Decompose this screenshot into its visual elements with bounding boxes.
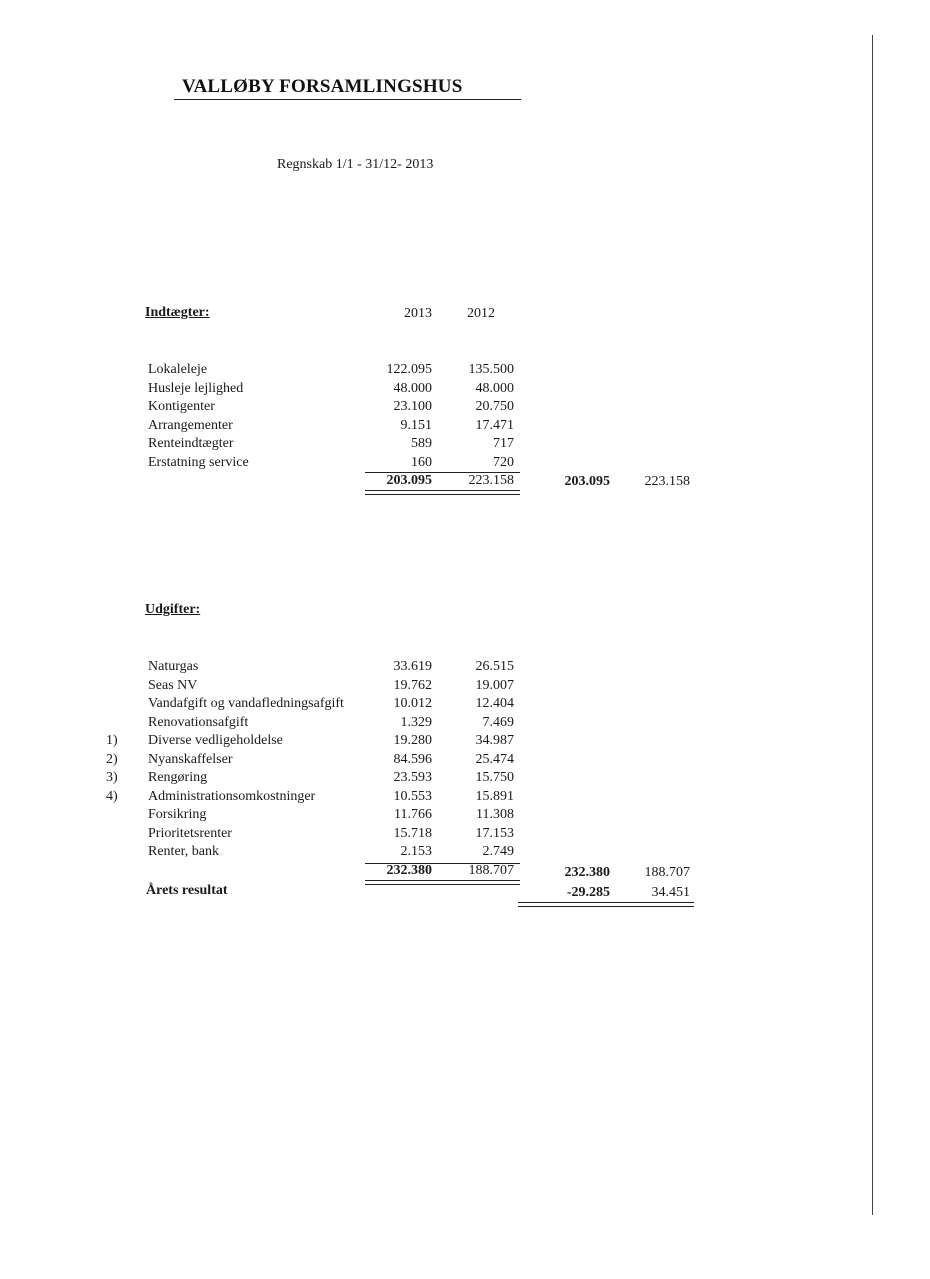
expenses-summary-2012: 188.707	[644, 865, 690, 880]
row-value-2012: 34.987	[475, 733, 514, 748]
expenses-summary-2013: 232.380	[564, 865, 610, 880]
row-label: Erstatning service	[148, 454, 249, 470]
row-value-2013: 1.329	[400, 714, 432, 730]
row-label: Lokaleleje	[148, 362, 208, 377]
row-marker: 3)	[106, 770, 118, 785]
row-label: Nyanskaffelser	[148, 751, 233, 767]
row-label: Renovationsafgift	[148, 714, 249, 730]
row-value-2013: 23.100	[393, 399, 432, 414]
row-value-2012: 20.750	[475, 399, 514, 414]
row-label: Vandafgift og vandafledningsafgift	[148, 696, 344, 711]
row-value-2013: 10.012	[393, 696, 432, 711]
row-value-2012: 25.474	[475, 751, 514, 767]
row-value-2013: 15.718	[393, 825, 432, 841]
row-value-2013: 19.762	[393, 677, 432, 693]
row-value-2013: 33.619	[393, 659, 432, 674]
row-value-2012: 48.000	[475, 380, 514, 396]
result-label: Årets resultat	[146, 883, 228, 898]
income-col-2013: 2013	[404, 306, 432, 321]
income-total-double-rule	[365, 490, 520, 495]
row-value-2012: 19.007	[475, 677, 514, 693]
row-value-2013: 122.095	[386, 362, 432, 377]
income-summary-2013: 203.095	[564, 474, 610, 489]
row-value-2012: 15.750	[475, 770, 514, 785]
income-col-2012: 2012	[467, 306, 495, 321]
row-label: Rengøring	[148, 770, 208, 785]
row-marker: 1)	[106, 733, 118, 748]
row-value-2012: 2.749	[482, 844, 514, 859]
document-subtitle: Regnskab 1/1 - 31/12- 2013	[277, 157, 434, 172]
row-label: Naturgas	[148, 659, 199, 674]
result-2012: 34.451	[651, 885, 690, 900]
income-total-2013: 203.095	[386, 473, 432, 488]
row-marker: 4)	[106, 788, 118, 804]
row-label: Husleje lejlighed	[148, 380, 244, 396]
row-label: Administrationsomkostninger	[148, 788, 316, 804]
row-value-2013: 23.593	[393, 770, 432, 785]
income-total-2012: 223.158	[468, 473, 514, 488]
row-value-2013: 11.766	[394, 807, 432, 822]
expenses-heading: Udgifter:	[145, 602, 201, 617]
row-value-2013: 2.153	[400, 844, 432, 859]
row-value-2013: 84.596	[393, 751, 432, 767]
expenses-total-2013: 232.380	[386, 863, 432, 878]
row-value-2012: 7.469	[482, 714, 514, 730]
row-value-2013: 589	[411, 436, 432, 451]
row-label: Seas NV	[148, 677, 198, 693]
income-heading: Indtægter:	[145, 305, 210, 320]
row-value-2012: 717	[493, 436, 514, 451]
row-value-2012: 135.500	[468, 362, 514, 377]
row-value-2012: 11.308	[476, 807, 514, 822]
row-value-2013: 10.553	[393, 788, 432, 804]
row-value-2013: 160	[411, 454, 432, 470]
row-value-2012: 15.891	[475, 788, 514, 804]
title-underline	[174, 99, 521, 100]
row-value-2012: 17.471	[475, 417, 514, 433]
row-value-2012: 17.153	[475, 825, 514, 841]
result-double-rule	[518, 902, 694, 907]
row-label: Renteindtægter	[148, 436, 234, 451]
row-label: Arrangementer	[148, 417, 233, 433]
result-2013: -29.285	[566, 885, 610, 900]
row-label: Diverse vedligeholdelse	[148, 733, 283, 748]
row-marker: 2)	[106, 751, 118, 767]
row-value-2012: 720	[493, 454, 514, 470]
row-value-2012: 26.515	[475, 659, 514, 674]
expenses-total-double-rule	[365, 880, 520, 885]
document-title: VALLØBY FORSAMLINGSHUS	[182, 76, 463, 97]
row-label: Renter, bank	[148, 844, 219, 859]
row-value-2013: 19.280	[393, 733, 432, 748]
row-value-2013: 9.151	[400, 417, 432, 433]
page-margin-line	[872, 35, 873, 1215]
row-label: Kontigenter	[148, 399, 215, 414]
row-value-2012: 12.404	[475, 696, 514, 711]
income-summary-2012: 223.158	[644, 474, 690, 489]
row-label: Forsikring	[148, 807, 207, 822]
row-value-2013: 48.000	[393, 380, 432, 396]
row-label: Prioritetsrenter	[148, 825, 232, 841]
expenses-total-2012: 188.707	[468, 863, 514, 878]
